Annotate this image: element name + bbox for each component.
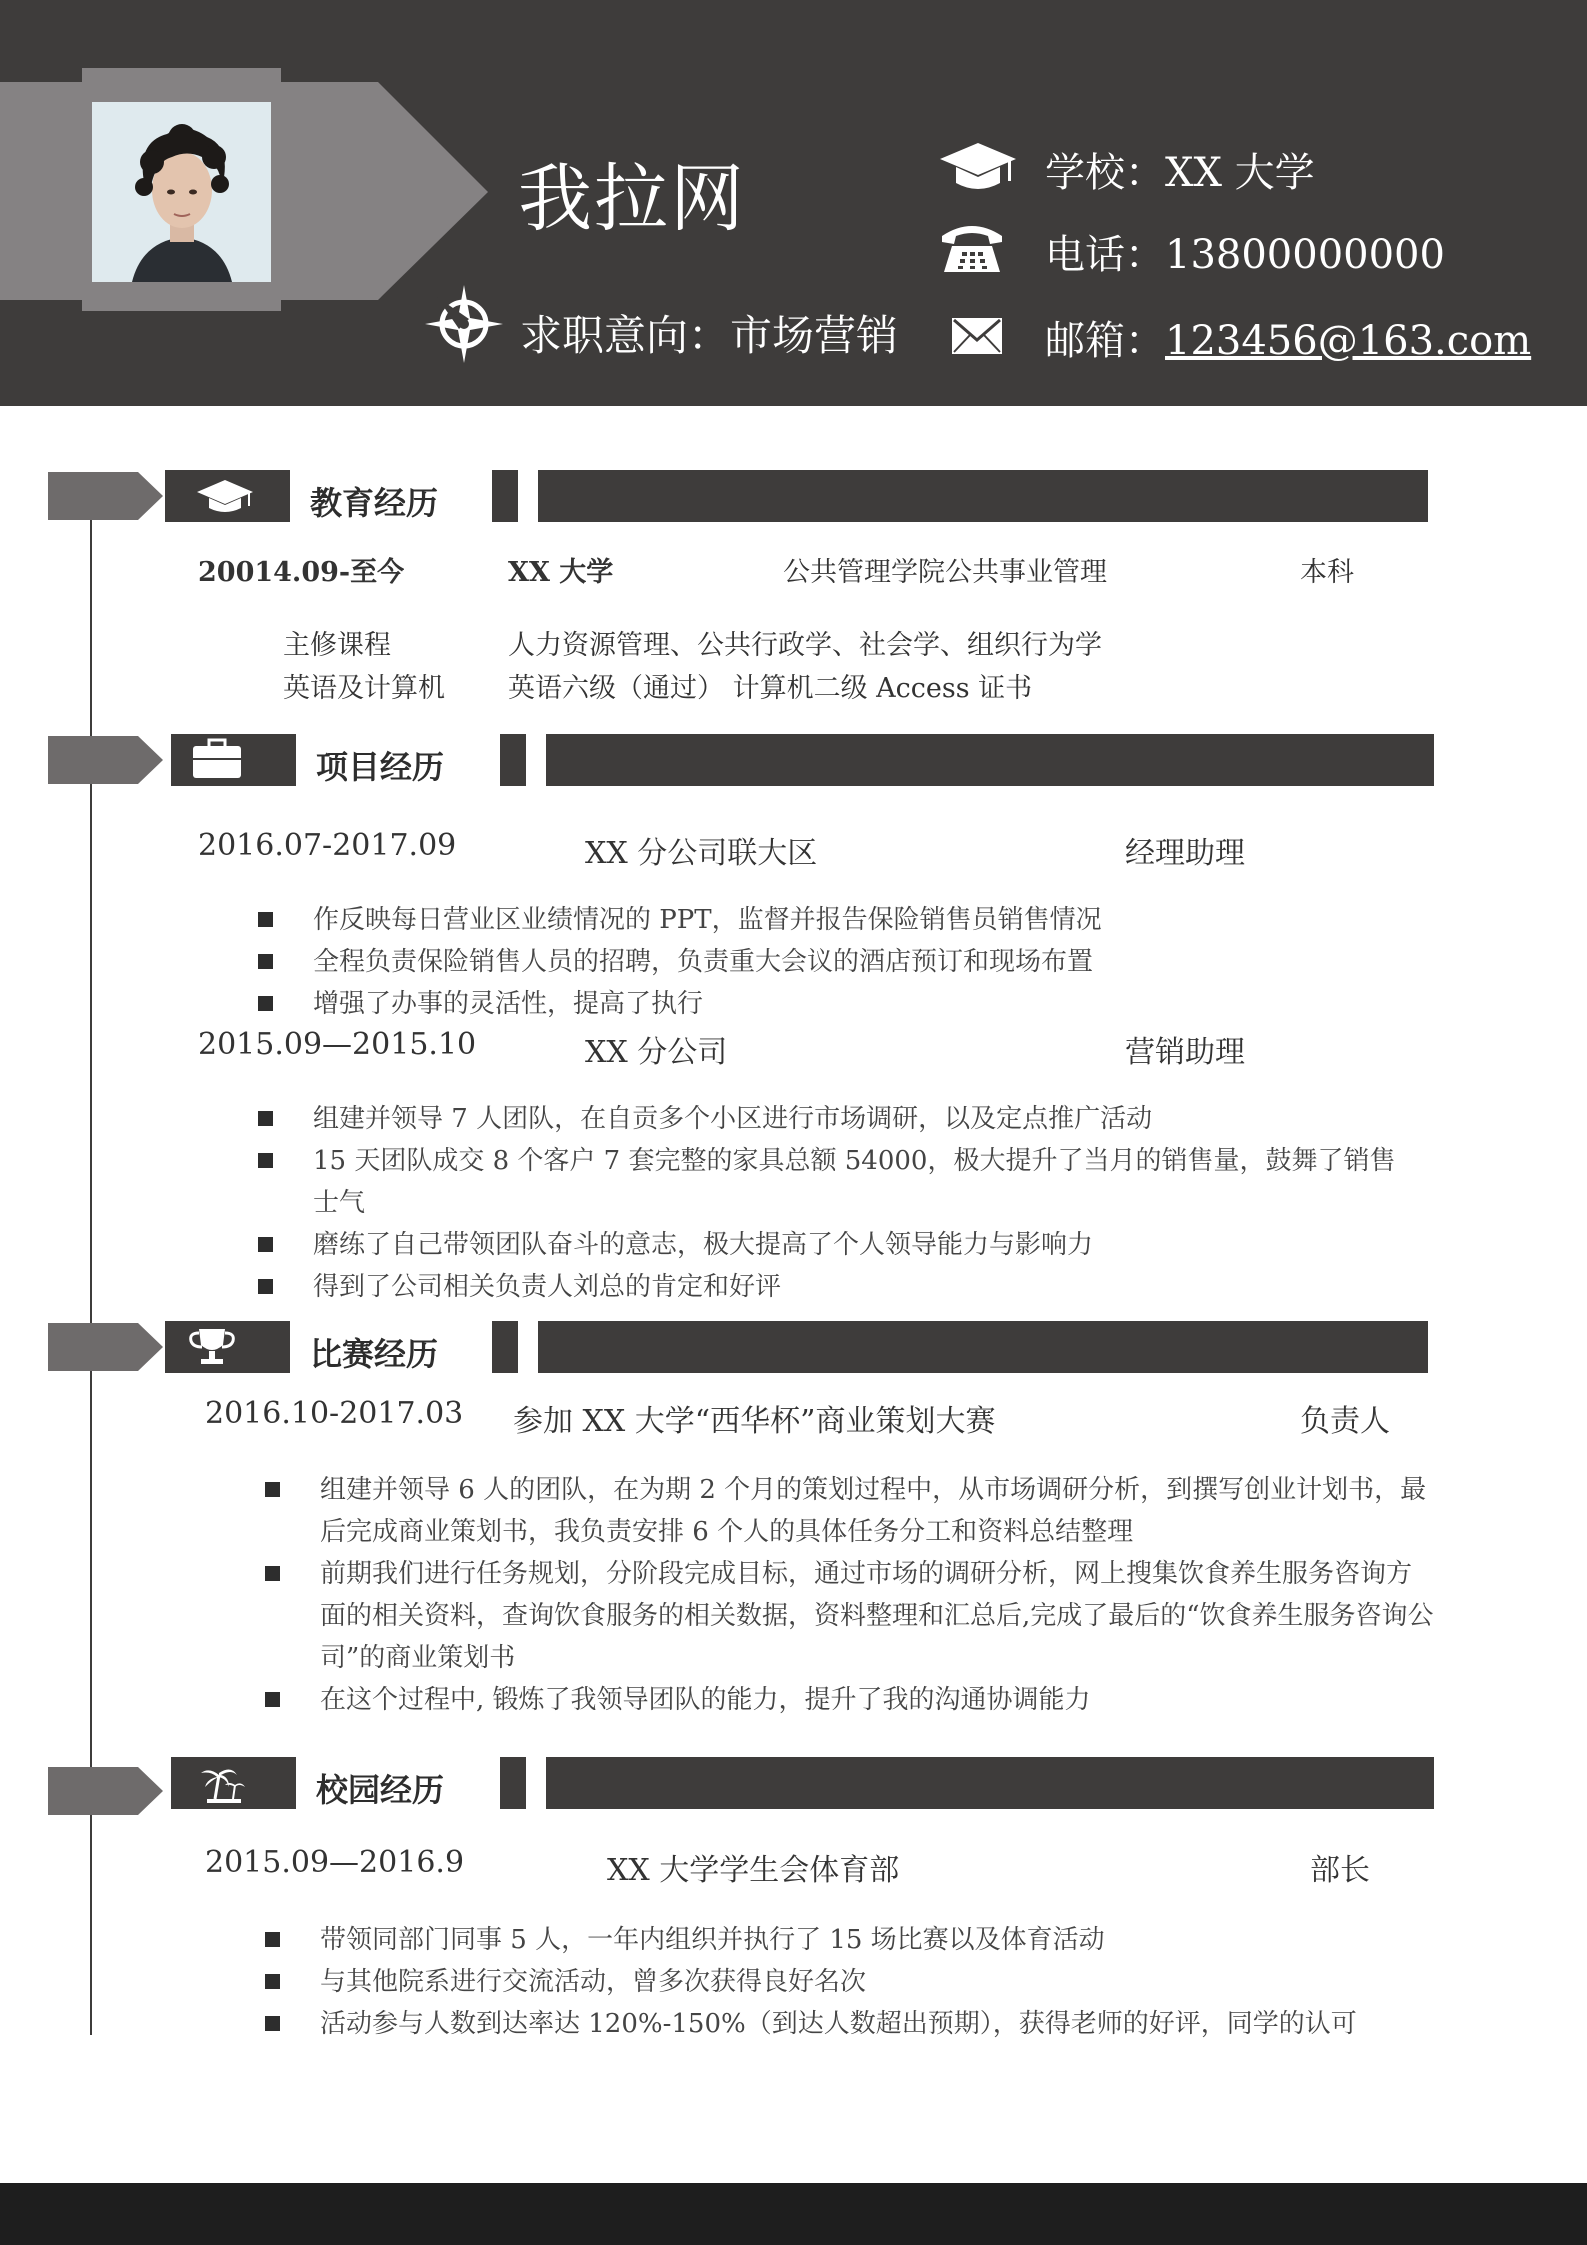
competition-bullet: 前期我们进行任务规划，分阶段完成目标，通过市场的调研分析，网上搜集饮食养生服务咨询方面的相关资料，查询饮食服务的相关数据，资料整理和汇总后,完成了最后的“饮食养生服务咨询公司”的商业策划书 — [320, 1559, 1434, 1673]
bullet-marker — [258, 1153, 273, 1168]
project-org: XX 分公司 — [585, 1035, 728, 1070]
section-bar — [546, 734, 1434, 786]
education-title: 教育经历 — [310, 484, 439, 522]
bullet-marker — [258, 912, 273, 927]
project-bullet: 磨练了自己带领团队奋斗的意志，极大提高了个人领导能力与影响力 — [313, 1230, 1094, 1260]
section-bar — [538, 470, 1428, 522]
briefcase-icon — [171, 734, 296, 786]
project-section-icon — [171, 734, 296, 786]
education-major: 公共管理学院公共事业管理 — [783, 557, 1107, 588]
bullet-marker — [258, 1279, 273, 1294]
email-link[interactable]: 123456@163.com — [1165, 318, 1532, 364]
bullet-marker — [258, 954, 273, 969]
competition-bullet: 组建并领导 6 人的团队，在为期 2 个月的策划过程中，从市场调研分析，到撰写创业计划书，最后完成商业策划书，我负责安排 6 个人的具体任务分工和资料总结整理 — [320, 1475, 1427, 1547]
telephone-icon — [940, 222, 1004, 274]
course-value: 人力资源管理、公共行政学、社会学、组织行为学 — [508, 630, 1102, 661]
competition-bullet: 在这个过程中, 锻炼了我领导团队的能力，提升了我的沟通协调能力 — [320, 1685, 1091, 1715]
section-bar — [546, 1757, 1434, 1809]
graduation-cap-icon — [165, 470, 290, 522]
phone-info: 电话：13800000000 — [1045, 232, 1445, 278]
bullet-marker — [265, 1566, 280, 1581]
education-school: XX 大学 — [508, 557, 614, 588]
project-bullet: 组建并领导 7 人团队，在自贡多个小区进行市场调研，以及定点推广活动 — [313, 1104, 1153, 1134]
project-org: XX 分公司联大区 — [585, 836, 818, 871]
education-degree: 本科 — [1300, 557, 1354, 588]
project-bullet: 15 天团队成交 8 个客户 7 套完整的家具总额 54000，极大提升了当月的销售量，鼓舞了销售士气 — [313, 1146, 1396, 1218]
section-arrow — [48, 1323, 163, 1371]
competition-event: 参加 XX 大学“西华杯”商业策划大赛 — [513, 1404, 996, 1439]
campus-date: 2015.09—2016.9 — [205, 1845, 465, 1880]
bullet-marker — [265, 1974, 280, 1989]
bullet-marker — [258, 996, 273, 1011]
campus-role: 部长 — [1310, 1853, 1370, 1888]
skills-value: 英语六级（通过） 计算机二级 Access 证书 — [508, 673, 1033, 704]
bullet-marker — [265, 1932, 280, 1947]
education-date: 20014.09-至今 — [198, 557, 405, 588]
bullet-marker — [265, 2016, 280, 2031]
project-role: 经理助理 — [1125, 836, 1245, 871]
skills-label: 英语及计算机 — [283, 673, 445, 704]
palm-tree-icon — [171, 1757, 296, 1809]
competition-section-icon — [165, 1321, 290, 1373]
campus-bullet: 活动参与人数到达率达 120%-150%（到达人数超出预期），获得老师的好评，同学的认可 — [320, 2009, 1357, 2039]
job-intent: 求职意向：市场营销 — [520, 311, 899, 360]
section-arrow — [48, 1767, 163, 1815]
project-bullet: 全程负责保险销售人员的招聘，负责重大会议的酒店预订和现场布置 — [313, 947, 1094, 977]
education-section-icon — [165, 470, 290, 522]
section-divider-block — [500, 1757, 526, 1809]
course-label: 主修课程 — [283, 630, 391, 661]
school-info: 学校：XX 大学 — [1045, 150, 1315, 196]
profile-photo — [92, 102, 271, 282]
bullet-marker — [265, 1692, 280, 1707]
competition-role: 负责人 — [1300, 1404, 1390, 1439]
section-bar — [538, 1321, 1428, 1373]
trophy-icon — [165, 1321, 290, 1373]
email-label: 邮箱： — [1045, 318, 1165, 364]
project-date: 2015.09—2015.10 — [198, 1027, 477, 1062]
applicant-name: 我拉网 — [518, 156, 746, 242]
campus-bullet: 与其他院系进行交流活动，曾多次获得良好名次 — [320, 1967, 867, 1997]
bullet-marker — [265, 1482, 280, 1497]
compass-icon — [425, 285, 503, 363]
envelope-icon — [952, 318, 1002, 354]
section-divider-block — [492, 1321, 518, 1373]
bullet-marker — [258, 1111, 273, 1126]
project-bullet: 作反映每日营业区业绩情况的 PPT，监督并报告保险销售员销售情况 — [313, 905, 1102, 935]
project-bullet: 得到了公司相关负责人刘总的肯定和好评 — [313, 1272, 782, 1302]
competition-date: 2016.10-2017.03 — [205, 1396, 464, 1431]
competition-title: 比赛经历 — [310, 1335, 439, 1373]
project-date: 2016.07-2017.09 — [198, 828, 457, 863]
campus-bullet: 带领同部门同事 5 人，一年内组织并执行了 15 场比赛以及体育活动 — [320, 1925, 1105, 1955]
campus-org: XX 大学学生会体育部 — [607, 1853, 900, 1888]
email-info — [1045, 309, 1531, 366]
project-role: 营销助理 — [1125, 1035, 1245, 1070]
footer-bar — [0, 2183, 1587, 2245]
project-bullet: 增强了办事的灵活性，提高了执行 — [313, 989, 704, 1019]
section-arrow — [48, 736, 163, 784]
project-title: 项目经历 — [316, 748, 445, 786]
bullet-marker — [258, 1237, 273, 1252]
campus-title: 校园经历 — [316, 1771, 445, 1809]
section-arrow — [48, 472, 163, 520]
section-divider-block — [492, 470, 518, 522]
graduation-cap-icon — [940, 143, 1016, 193]
section-divider-block — [500, 734, 526, 786]
campus-section-icon — [171, 1757, 296, 1809]
